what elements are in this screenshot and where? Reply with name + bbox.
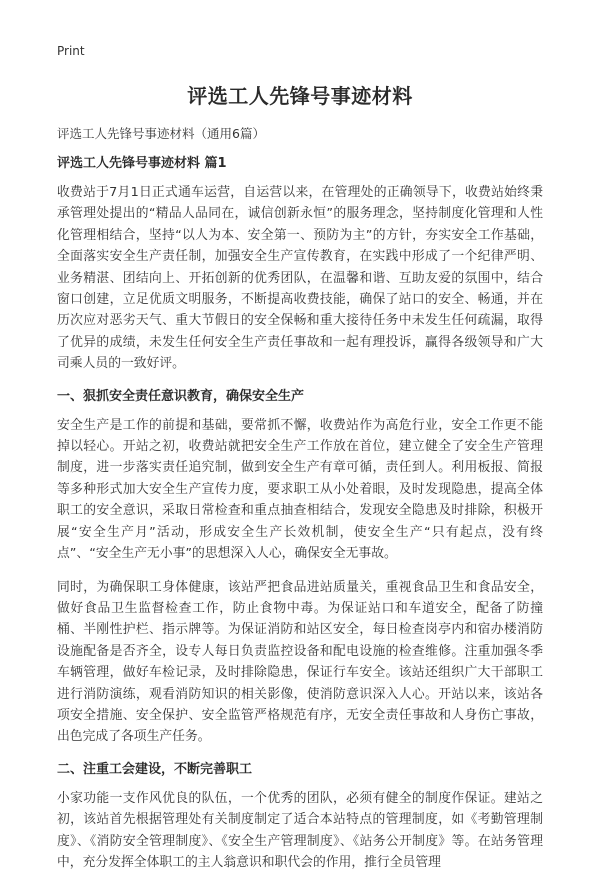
safety-paragraph-1: 安全生产是工作的前提和基础，要常抓不懈，收费站作为高危行业，安全工作更不能掉以轻心。开站之初，收费站就把安全生产工作放在首位，建立健全了安全生产管理制度，进一步落实责任追究制，做到安全生产有章可循，责任到人。利用板报、简报等多种形式加大安全生产宣传力度，要求职工从小处着眼，及时发现隐患，提高全体职工的安全意识，采取日常检查和重点抽查相结合，发现安全隐患及时排除，积极开展“安全生产月”活动，形成安全生产长效机制，使安全生产“只有起点，没有终点”、“安全生产无小事”的思想深入人心，确保安全无事故。 — [57, 417, 543, 562]
union-paragraph-1: 小家功能一支作风优良的队伍，一个优秀的团队，必须有健全的制度作保证。建站之初，该站首先根据管理处有关制度制定了适合本站特点的管理制度，如《考勤管理制度》、《消防安全管理制度》、《安全生产管理制度》、《站务公开制度》等。在站务管理中，充分发挥全体职工的主人翁意识和职代会的作用，推行全员管理 — [57, 790, 543, 870]
section-heading-union: 二、注重工会建设，不断完善职工 — [57, 761, 253, 777]
document-subtitle: 评选工人先锋号事迹材料（通用6篇） — [57, 126, 265, 141]
page-title: 评选工人先锋号事迹材料 — [187, 84, 413, 108]
intro-paragraph: 收费站于7月1日正式通车运营，自运营以来，在管理处的正确领导下，收费站始终秉承管理处提出的“精品人品同在，诚信创新永恒”的服务理念，坚持制度化管理和人性化管理相结合，坚持“以人为本、安全第一、预防为主”的方针，夯实安全工作基础，全面落实安全生产责任制，加强安全生产宣传教育，在实践中形成了一个纪律严明、业务精湛、团结向上、开拓创新的优秀团队，在温馨和谐、互助友爱的氛围中，结合窗口创建，立足优质文明服务，不断提高收费技能，确保了站口的安全、畅通，并在历次应对恶劣天气、重大节假日的安全保畅和重大接待任务中未发生任何疏漏，取得了优异的成绩，未发生任何安全生产责任事故和一起有理投诉，赢得各级领导和广大司乘人员的一致好评。 — [57, 185, 543, 372]
article-body — [57, 150, 543, 885]
article-heading: 评选工人先锋号事迹材料 篇1 — [57, 156, 227, 171]
section-heading-safety: 一、狠抓安全责任意识教育，确保安全生产 — [57, 388, 305, 404]
print-link[interactable]: Print — [57, 44, 85, 58]
safety-paragraph-2: 同时，为确保职工身体健康，该站严把食品进站质量关，重视食品卫生和食品安全，做好食品卫生监督检查工作，防止食物中毒。为保证站口和车道安全，配备了防撞桶、半刚性护栏、指示牌等。为保证消防和站区安全，每日检查岗亭内和宿办楼消防设施配备是否齐全，设专人每日负责监控设备和配电设施的检查维修。注重加强冬季车辆管理，做好车检记录，及时排除隐患，保证行车安全。该站还组织广大干部职工进行消防演练，观看消防知识的相关影像，使消防意识深入人心。开站以来，该站各项安全措施、安全保护、安全监管严格规范有序，无安全责任事故和人身伤亡事故，出色完成了各项生产任务。 — [57, 579, 543, 745]
